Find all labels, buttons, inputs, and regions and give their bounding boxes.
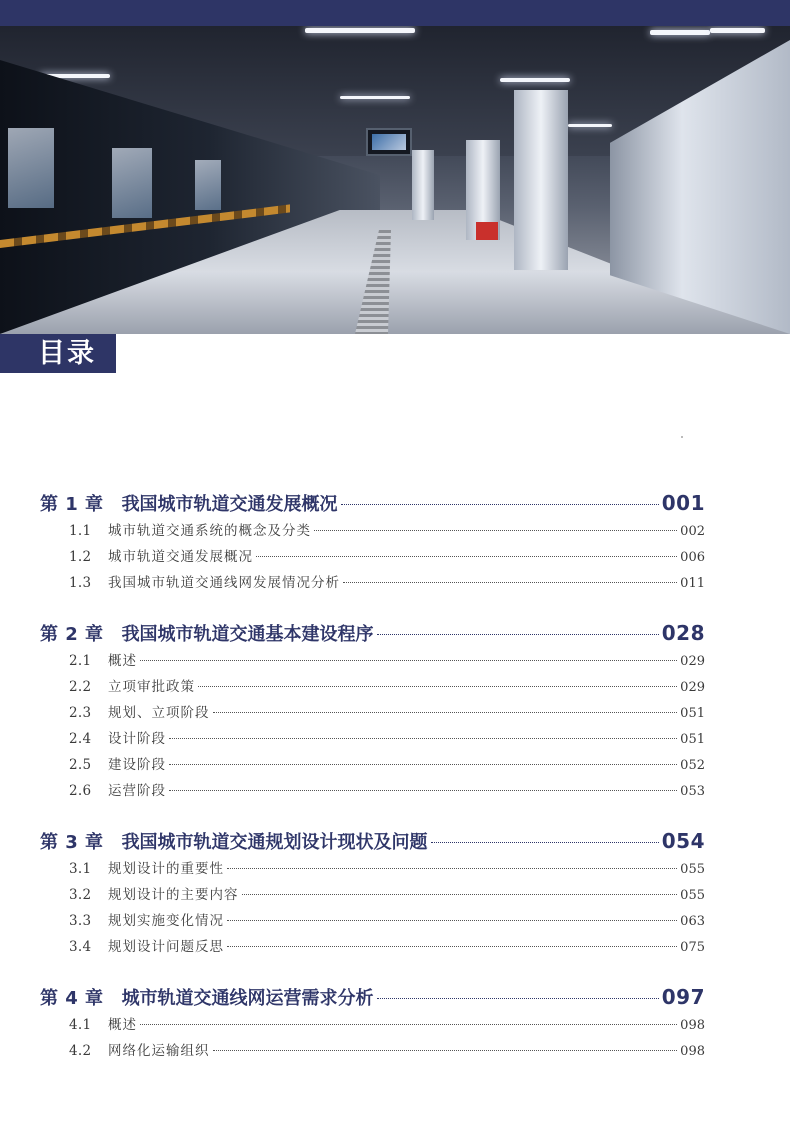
section-title: 规划实施变化情况 [108, 913, 224, 929]
section-page-number: 002 [680, 524, 705, 539]
section-title: 规划设计的主要内容 [108, 887, 239, 903]
section-title: 网络化运输组织 [108, 1043, 210, 1059]
section-page-number: 052 [680, 758, 705, 773]
ad-panel [112, 148, 152, 218]
ceiling-light [650, 30, 710, 35]
section-row[interactable] [40, 934, 705, 960]
section-number: 1.3 [69, 575, 92, 591]
ceiling-light [340, 96, 410, 99]
section-row[interactable] [40, 778, 705, 804]
dot-leader [169, 790, 677, 791]
section-page-number: 053 [680, 784, 705, 799]
chapter-row[interactable] [40, 826, 705, 856]
section-title: 规划、立项阶段 [108, 705, 210, 721]
chapter-title: 我国城市轨道交通发展概况 [121, 494, 338, 515]
ad-panel [195, 160, 221, 210]
dot-leader [198, 686, 677, 687]
section-title: 概述 [108, 653, 137, 669]
section-page-number: 051 [680, 732, 705, 747]
dot-leader [242, 894, 678, 895]
chapter-title: 我国城市轨道交通规划设计现状及问题 [121, 832, 428, 853]
chapter-number: 第 4 章 [40, 988, 104, 1009]
section-title: 规划设计的重要性 [108, 861, 224, 877]
section-row[interactable] [40, 726, 705, 752]
chapter-page-number: 054 [661, 829, 705, 853]
ceiling-light [500, 78, 570, 82]
section-row[interactable] [40, 648, 705, 674]
section-number: 2.4 [69, 731, 92, 747]
section-title: 立项审批政策 [108, 679, 195, 695]
chapter-row[interactable] [40, 618, 705, 648]
subway-platform-photo [0, 0, 790, 334]
page-title: 目录 [0, 334, 116, 373]
dot-leader [431, 842, 659, 843]
section-number: 2.5 [69, 757, 92, 773]
chapter-block [40, 982, 705, 1064]
section-page-number: 029 [680, 680, 705, 695]
dot-leader [227, 920, 677, 921]
section-number: 2.6 [69, 783, 92, 799]
dot-leader [169, 764, 677, 765]
chapter-row[interactable] [40, 488, 705, 518]
chapter-block [40, 618, 705, 804]
section-row[interactable] [40, 570, 705, 596]
section-row[interactable] [40, 882, 705, 908]
ceiling-light [305, 28, 415, 33]
section-number: 3.3 [69, 913, 92, 929]
chapter-title: 我国城市轨道交通基本建设程序 [121, 624, 374, 645]
section-title: 规划设计问题反思 [108, 939, 224, 955]
dot-leader [377, 634, 659, 635]
section-number: 4.1 [69, 1017, 92, 1033]
section-title: 设计阶段 [108, 731, 166, 747]
section-row[interactable] [40, 700, 705, 726]
section-page-number: 098 [680, 1018, 705, 1033]
section-row[interactable] [40, 1012, 705, 1038]
chapter-block [40, 488, 705, 596]
section-page-number: 098 [680, 1044, 705, 1059]
speck [681, 436, 683, 438]
section-title: 城市轨道交通发展概况 [108, 549, 253, 565]
section-number: 2.3 [69, 705, 92, 721]
section-number: 1.2 [69, 549, 92, 565]
ceiling-light [710, 28, 765, 33]
ceiling-light [568, 124, 612, 127]
section-row[interactable] [40, 752, 705, 778]
section-number: 2.2 [69, 679, 92, 695]
section-number: 2.1 [69, 653, 92, 669]
ad-panel [8, 128, 54, 208]
chapter-page-number: 028 [661, 621, 705, 645]
chapter-page-number: 001 [661, 491, 705, 515]
section-page-number: 075 [680, 940, 705, 955]
dot-leader [227, 868, 677, 869]
chapter-block [40, 826, 705, 960]
section-page-number: 051 [680, 706, 705, 721]
chapter-row[interactable] [40, 982, 705, 1012]
dot-leader [227, 946, 677, 947]
section-title: 概述 [108, 1017, 137, 1033]
dot-leader [343, 582, 677, 583]
pillar [412, 150, 434, 220]
section-page-number: 055 [680, 888, 705, 903]
section-title: 运营阶段 [108, 783, 166, 799]
section-row[interactable] [40, 1038, 705, 1064]
dot-leader [341, 504, 659, 505]
info-display-screen [366, 128, 412, 156]
section-row[interactable] [40, 674, 705, 700]
chapter-title: 城市轨道交通线网运营需求分析 [121, 988, 374, 1009]
section-page-number: 006 [680, 550, 705, 565]
section-title: 建设阶段 [108, 757, 166, 773]
fire-extinguisher-box [476, 222, 498, 240]
chapter-number: 第 1 章 [40, 494, 104, 515]
dot-leader [213, 1050, 678, 1051]
section-page-number: 011 [680, 576, 705, 591]
section-number: 3.2 [69, 887, 92, 903]
dot-leader [169, 738, 677, 739]
dot-leader [377, 998, 659, 999]
section-number: 4.2 [69, 1043, 92, 1059]
chapter-number: 第 3 章 [40, 832, 104, 853]
section-row[interactable] [40, 544, 705, 570]
section-title: 我国城市轨道交通线网发展情况分析 [108, 575, 340, 591]
dot-leader [140, 1024, 677, 1025]
dot-leader [140, 660, 677, 661]
dot-leader [256, 556, 677, 557]
section-row[interactable] [40, 856, 705, 882]
section-row[interactable] [40, 908, 705, 934]
section-number: 3.4 [69, 939, 92, 955]
dot-leader [314, 530, 677, 531]
section-number: 1.1 [69, 523, 92, 539]
section-page-number: 029 [680, 654, 705, 669]
section-page-number: 063 [680, 914, 705, 929]
table-of-contents [40, 488, 705, 1064]
chapter-page-number: 097 [661, 985, 705, 1009]
section-number: 3.1 [69, 861, 92, 877]
dot-leader [213, 712, 678, 713]
section-page-number: 055 [680, 862, 705, 877]
section-row[interactable] [40, 518, 705, 544]
pillar [514, 90, 568, 270]
section-title: 城市轨道交通系统的概念及分类 [108, 523, 311, 539]
top-band [0, 0, 790, 26]
chapter-number: 第 2 章 [40, 624, 104, 645]
